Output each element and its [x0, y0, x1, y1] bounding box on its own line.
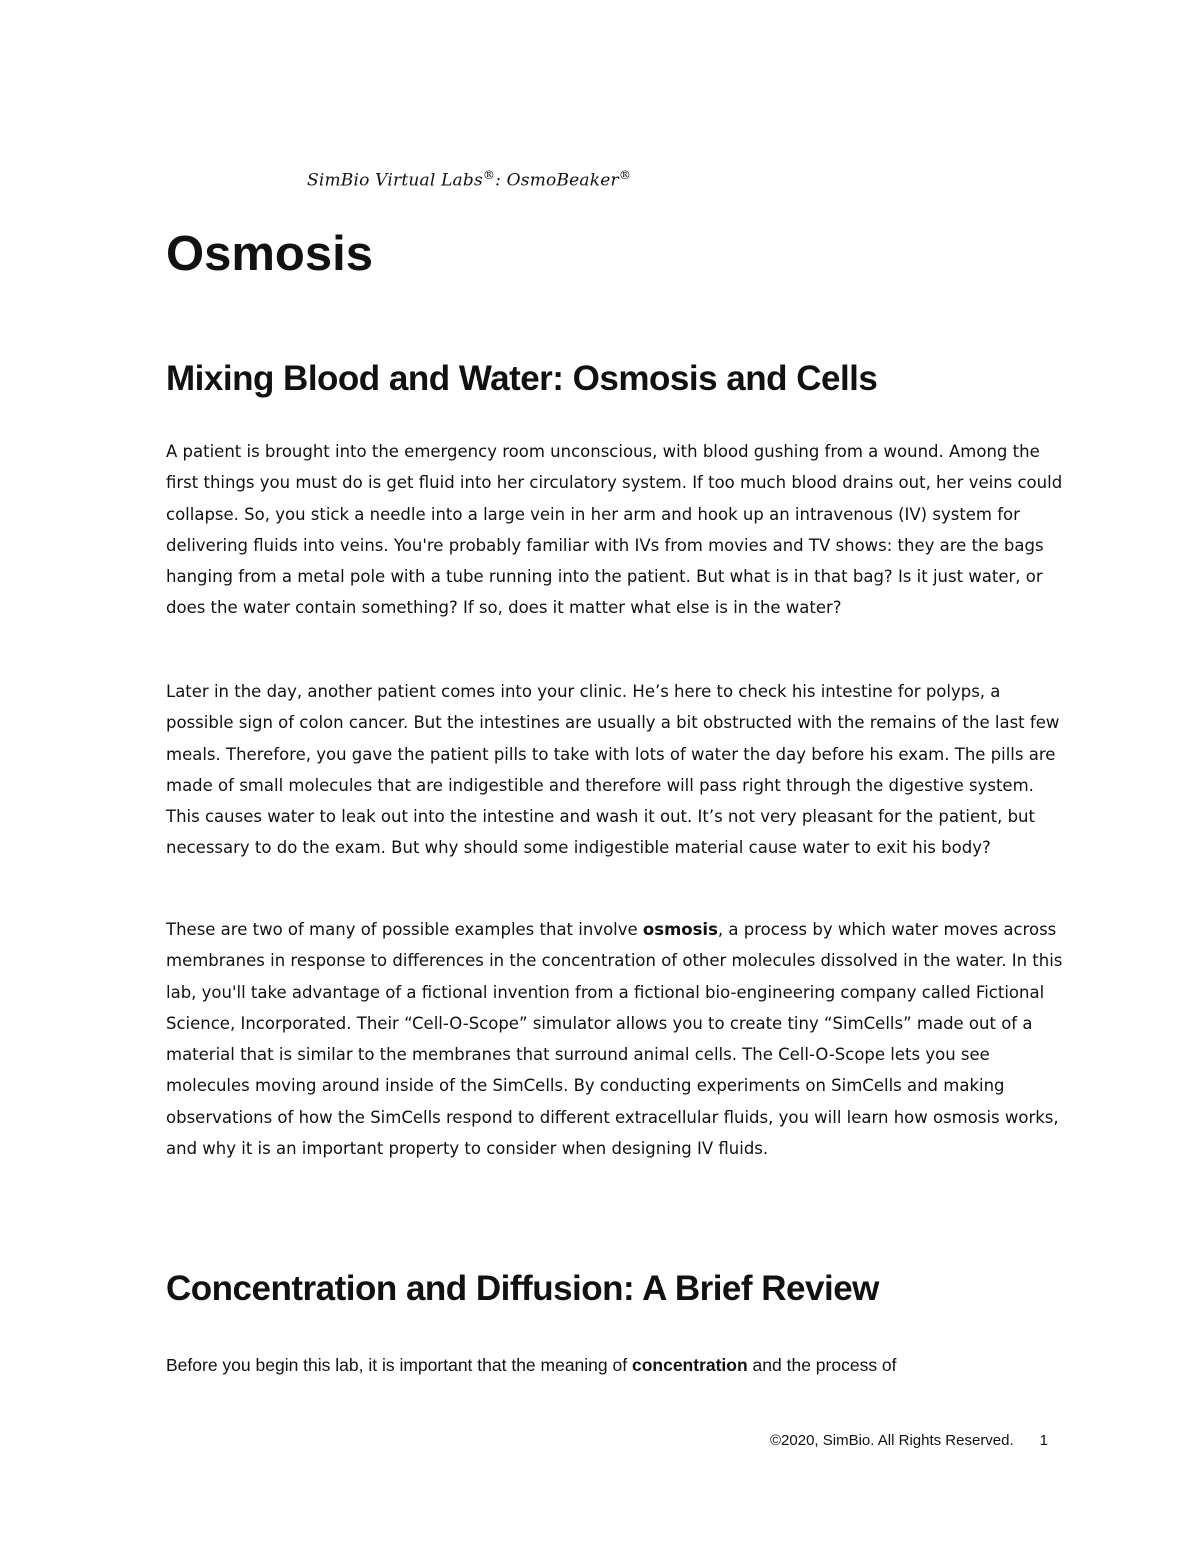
- page-footer: [770, 1432, 1048, 1449]
- header-registered-mark-2: ®: [618, 168, 632, 182]
- paragraph-concentration-rest: and the process of: [747, 1355, 897, 1375]
- header-lab-name: SimBio Virtual Labs: [307, 170, 483, 191]
- paragraph-concentration-start: Before you begin this lab, it is important that the meaning of: [166, 1355, 632, 1375]
- copyright-notice: ©2020, SimBio. All Rights Reserved.: [770, 1432, 1014, 1449]
- section-heading-mixing-blood: Mixing Blood and Water: Osmosis and Cells: [166, 359, 878, 398]
- paragraph-osmosis-intro: [166, 914, 1066, 1164]
- page-number: 1: [1039, 1432, 1049, 1449]
- header-product-name: OsmoBeaker: [506, 170, 619, 191]
- paragraph-osmosis-intro-start: These are two of many of possible examples that involve: [166, 920, 643, 939]
- paragraph-osmosis-intro-rest: , a process by which water moves across membranes in response to differences in the concentration of other molecules dissolved in the water. In this lab, you'll take advantage of a fictional invention from a fictional bio-engineering company called Fictional Science, Incorporated. Their “Cell-O-Scope” simulator allows you to create tiny “SimCells” made out of a material that is similar to the membranes that surround animal cells. The Cell-O-Scope lets you see molecules moving around inside of the SimCells. By conducting experiments on SimCells and making observations of how the SimCells respond to different extracellular fluids, you will learn how osmosis works, and why it is an important property to consider when designing IV fluids.: [166, 920, 1063, 1159]
- header-separator: :: [495, 170, 507, 191]
- section-heading-concentration: Concentration and Diffusion: A Brief Review: [166, 1269, 879, 1308]
- paragraph-emergency-patient: A patient is brought into the emergency room unconscious, with blood gushing from a wound. Among the first things you must do is get fluid into her circulatory system. If too much blood drains out, her veins could collapse. So, you stick a needle into a large vein in her arm and hook up an intravenous (IV) system for delivering fluids into veins. You're probably familiar with IVs from movies and TV shows: they are the bags hanging from a metal pole with a tube running into the patient. But what is in that bag? Is it just water, or does the water contain something? If so, does it matter what else is in the water?: [166, 442, 1063, 618]
- term-concentration: concentration: [631, 1355, 748, 1375]
- paragraph-concentration-review: [166, 1350, 1066, 1381]
- term-osmosis: osmosis: [642, 920, 718, 939]
- header-registered-mark: ®: [482, 168, 496, 182]
- document-title: Osmosis: [166, 227, 373, 281]
- running-header: [307, 168, 631, 191]
- paragraph-clinic-patient: Later in the day, another patient comes into your clinic. He’s here to check his intestine for polyps, a possible sign of colon cancer. But the intestines are usually a bit obstructed with the remains of the last few meals. Therefore, you gave the patient pills to take with lots of water the day before his exam. The pills are made of small molecules that are indigestible and therefore will pass right through the digestive system. This causes water to leak out into the intestine and wash it out. It’s not very pleasant for the patient, but necessary to do the exam. But why should some indigestible material cause water to exit his body?: [166, 682, 1060, 858]
